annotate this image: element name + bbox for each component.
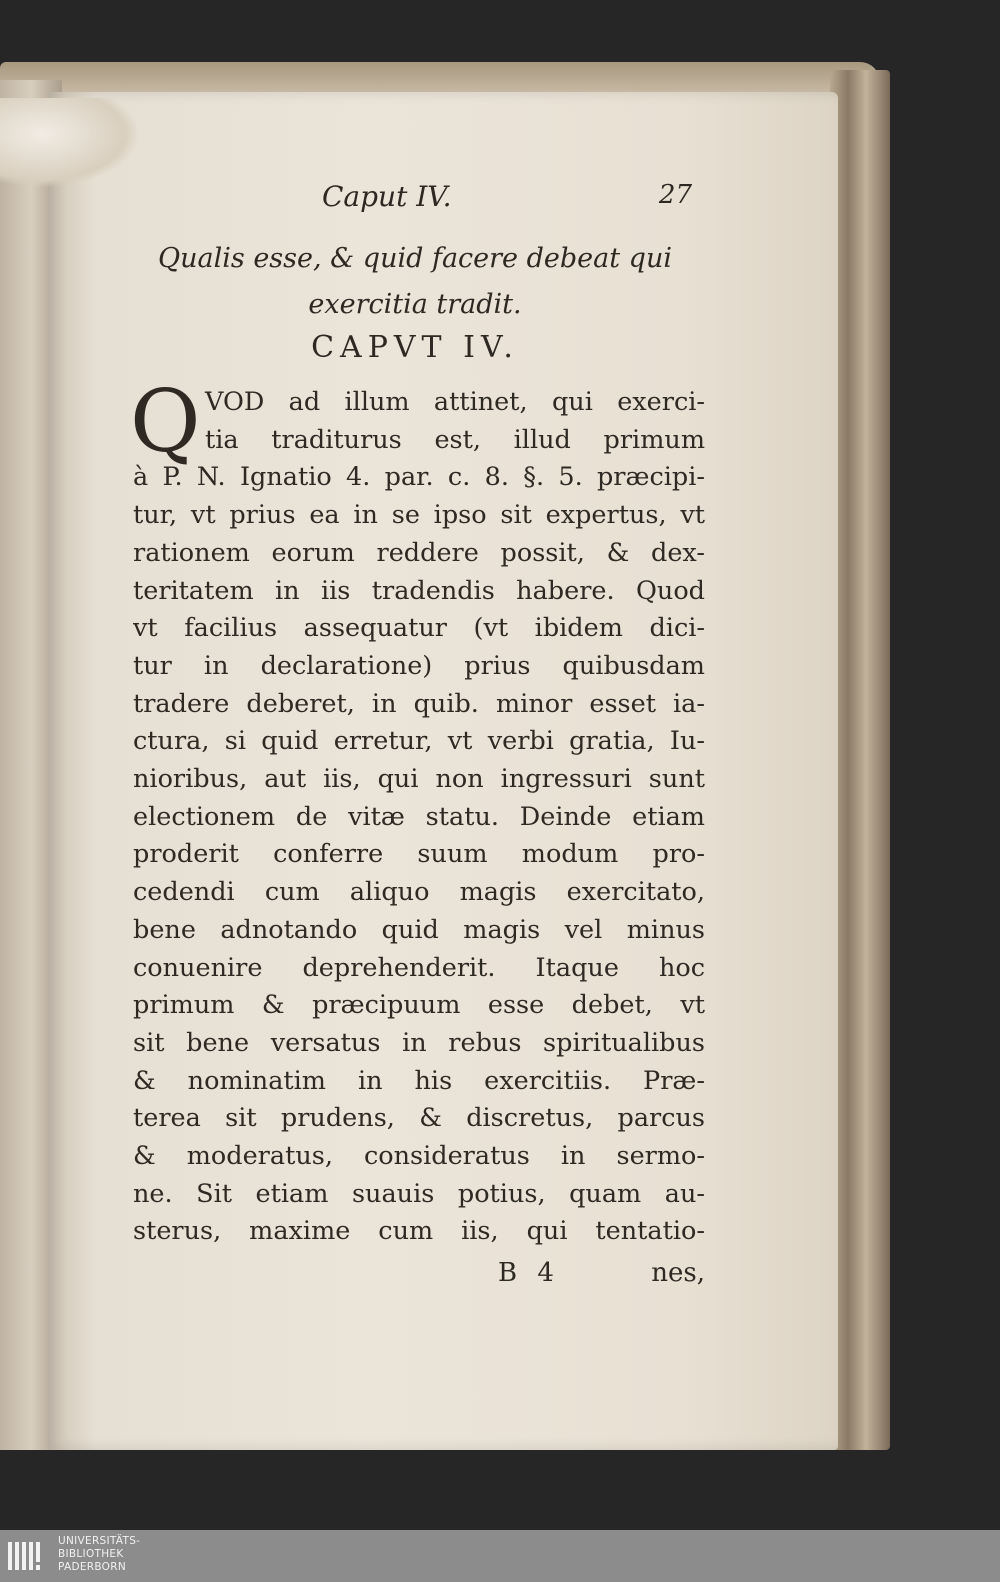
library-name (58, 1535, 140, 1574)
text-line: cedendi cum aliquo magis exercitato, (133, 877, 705, 908)
text-line: conuenire deprehenderit. Itaque hoc (133, 952, 705, 983)
page-footer (133, 1258, 705, 1298)
text-line: sit bene versatus in rebus spiritualibus (133, 1027, 705, 1058)
text-line: sterus, maxime cum iis, qui tentatio- (133, 1216, 705, 1247)
torn-corner (0, 98, 140, 188)
text-line: ctura, si quid erretur, vt verbi gratia, Iu- (133, 726, 705, 757)
text-line: terea sit prudens, & discretus, parcus (133, 1103, 705, 1134)
text-line: & nominatim in his exercitiis. Præ- (133, 1065, 705, 1096)
running-head-title: Caput IV. (322, 180, 452, 213)
text-line: & moderatus, consideratus in sermo- (133, 1141, 705, 1172)
library-name-line: BIBLIOTHEK (58, 1548, 124, 1560)
library-name-line: PADERBORN (58, 1561, 126, 1573)
chapter-subtitle-line: exercitia tradit. (308, 289, 522, 320)
catchword: nes, (651, 1258, 705, 1288)
signature-mark: B 4 (498, 1258, 560, 1288)
chapter-title: CAPVT IV. (311, 330, 519, 365)
text-line: tur in declaratione) prius quibusdam (133, 650, 705, 681)
text-line: vt facilius assequatur (vt ibidem dici- (133, 613, 705, 644)
text-line: à P. N. Ignatio 4. par. c. 8. §. 5. præcipi- (133, 462, 705, 493)
library-logo-icon (6, 1538, 46, 1574)
text-line: nioribus, aut iis, qui non ingressuri sunt (133, 764, 705, 795)
text-line: tradere deberet, in quib. minor esset ia- (133, 688, 705, 719)
page-number: 27 (658, 180, 692, 210)
text-line: bene adnotando quid magis vel minus (133, 914, 705, 945)
text-line: VOD ad illum attinet, qui exerci- (205, 387, 705, 417)
chapter-subtitle-line: Qualis esse, & quid facere debeat qui (158, 243, 672, 274)
library-name-line: UNIVERSITÄTS- (58, 1535, 141, 1547)
library-footer-bar (0, 1530, 1000, 1582)
drop-cap: Q (130, 372, 201, 472)
text-line: proderit conferre suum modum pro- (133, 839, 705, 870)
text-line: rationem eorum reddere possit, & dex- (133, 537, 705, 568)
text-line: primum & præcipuum esse debet, vt (133, 990, 705, 1021)
chapter-subtitle (130, 236, 700, 328)
text-line: ne. Sit etiam suauis potius, quam au- (133, 1178, 705, 1209)
running-head (130, 180, 700, 220)
body-text (133, 384, 705, 1251)
book-fore-edge (830, 70, 890, 1450)
text-line: tia traditurus est, illud primum (205, 424, 705, 455)
text-line: electionem de vitæ statu. Deinde etiam (133, 801, 705, 832)
text-line: teritatem in iis tradendis habere. Quod (133, 575, 705, 606)
text-line: tur, vt prius ea in se ipso sit expertus, vt (133, 500, 705, 531)
